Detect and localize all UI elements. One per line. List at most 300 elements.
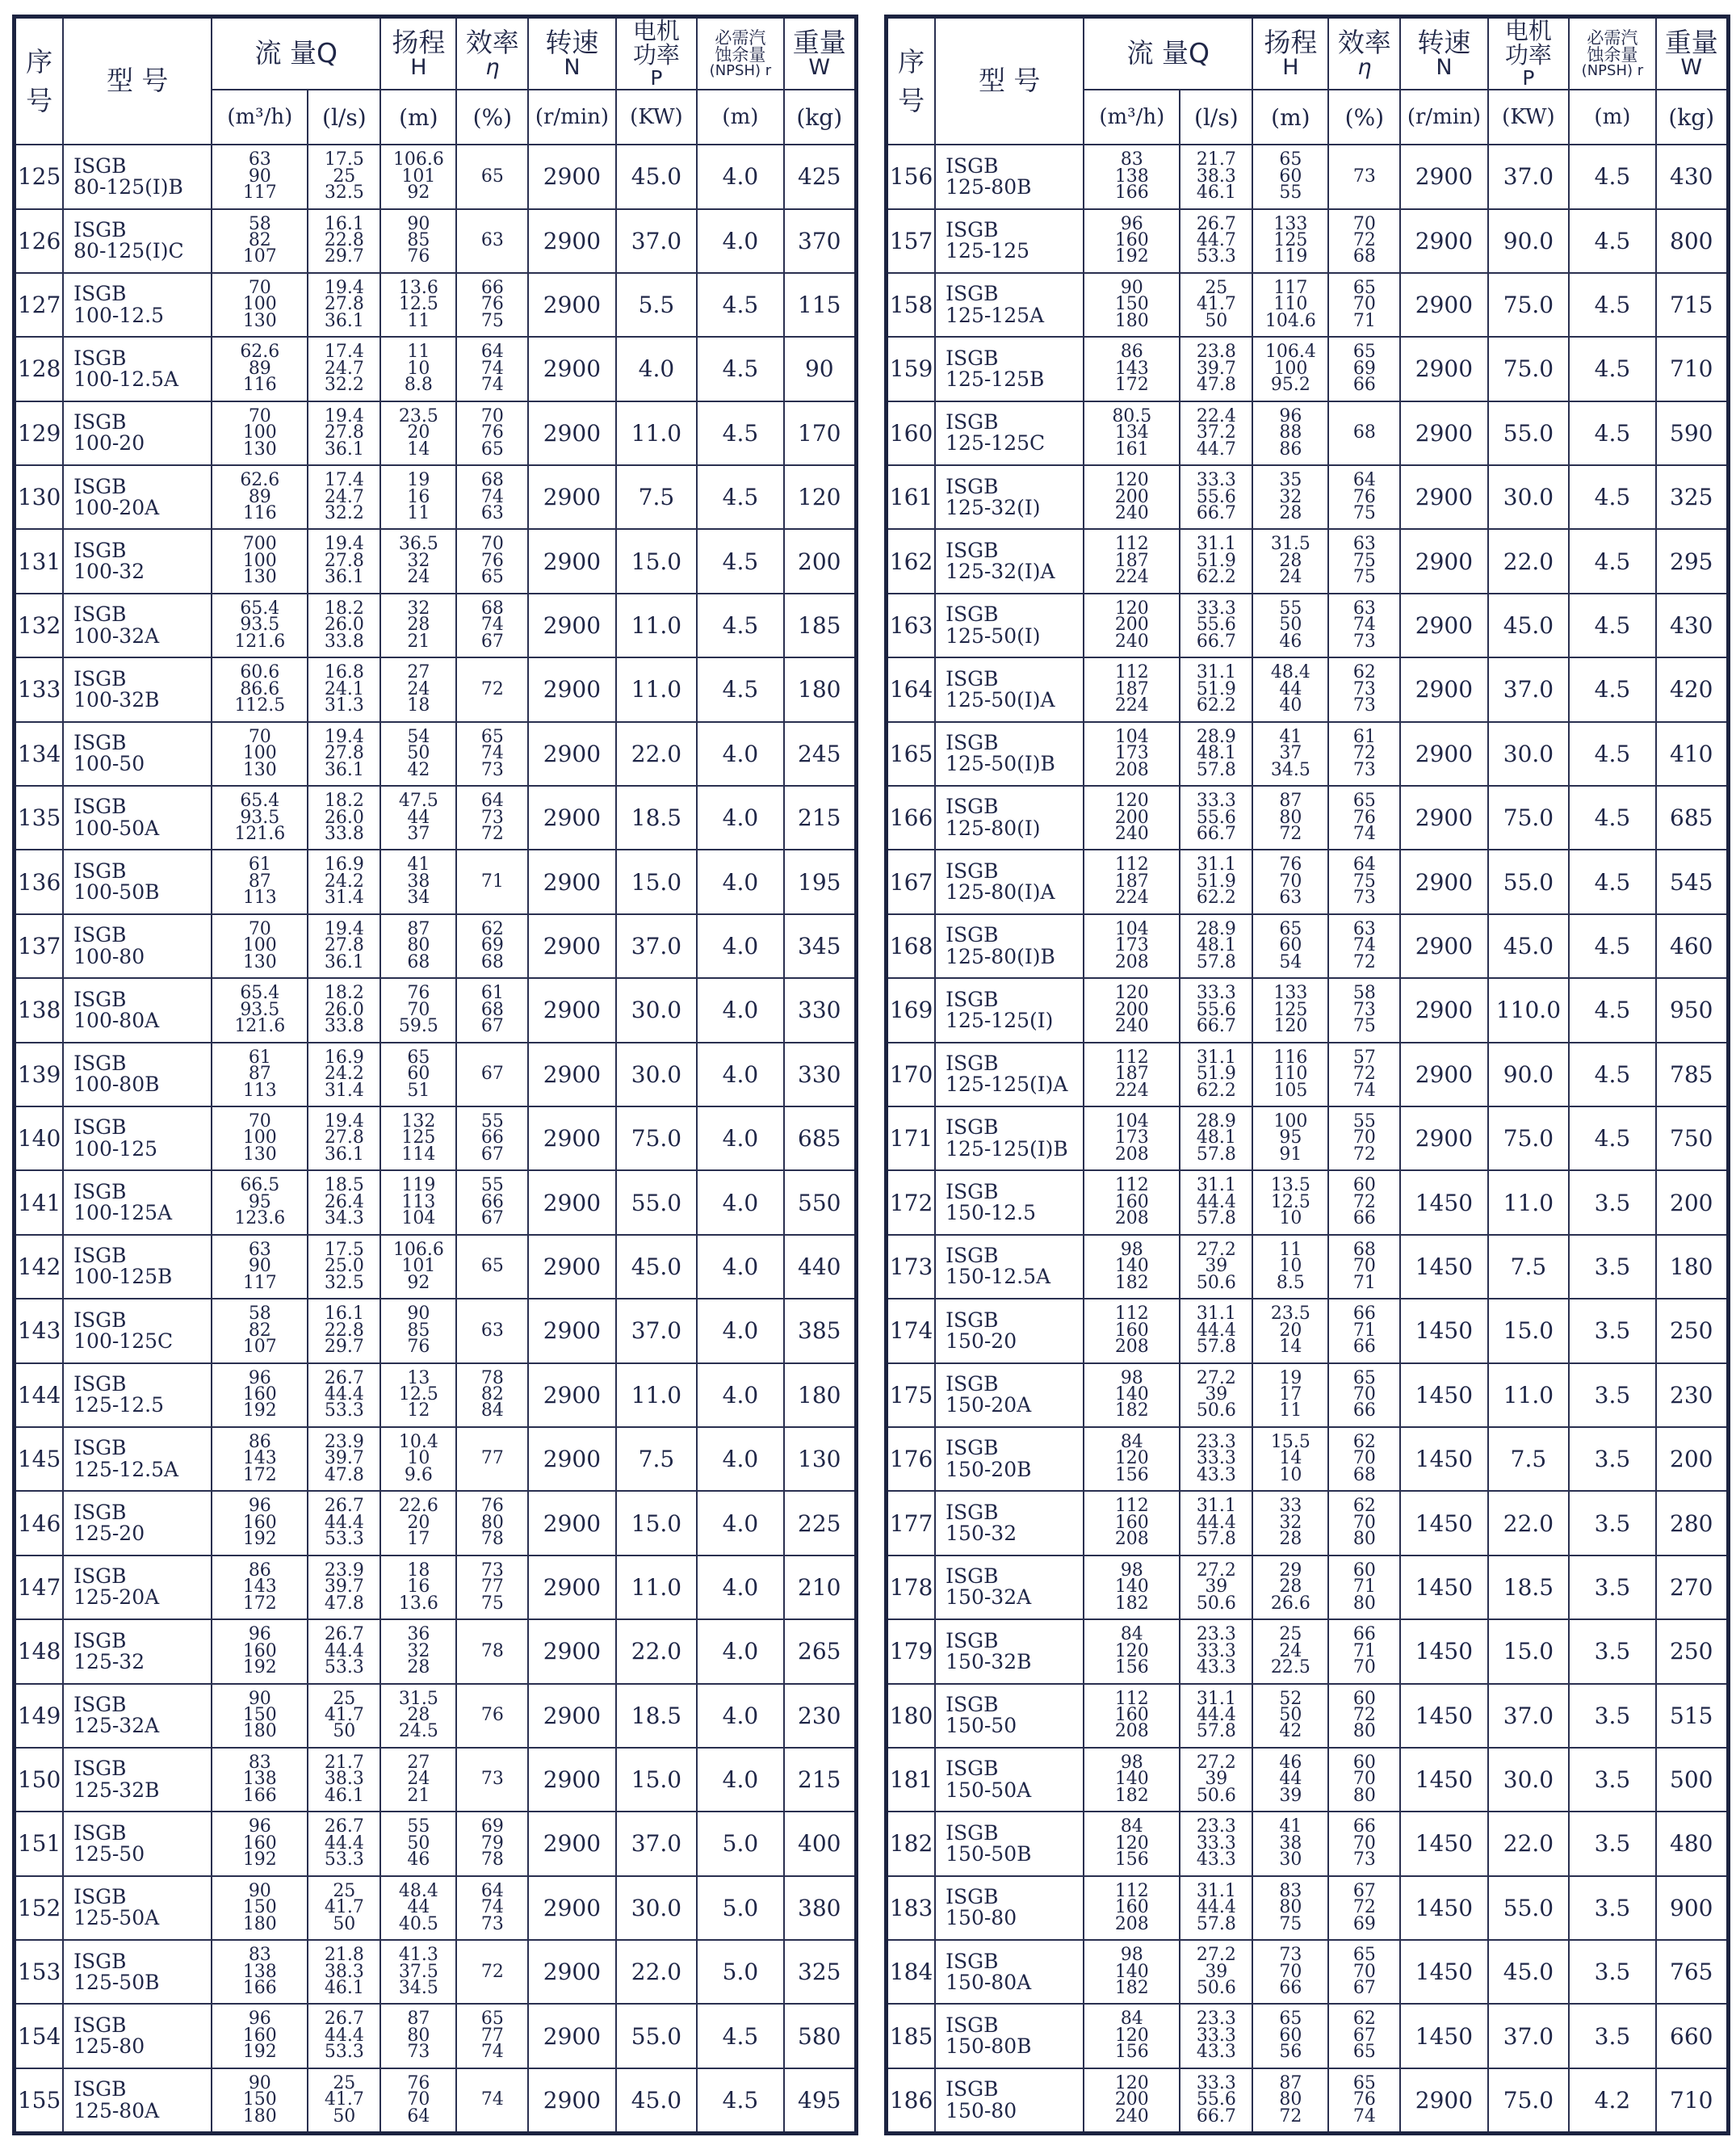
model-name-value: 100-125 [73, 1136, 158, 1161]
flow-m3h-value: 187 [1114, 550, 1149, 571]
flow-ls-value: 39 [1205, 1384, 1228, 1405]
head-value: 70 [407, 2089, 430, 2110]
head-value: 14 [1279, 1448, 1302, 1469]
model-name-value: 150-32A [946, 1585, 1032, 1610]
table-row [15, 2068, 857, 2134]
row-number: 140 [15, 1106, 64, 1170]
model-name [935, 786, 1084, 850]
efficiency-value: 80 [1352, 1721, 1376, 1742]
model-name [63, 1235, 212, 1299]
head-value: 75 [1279, 1913, 1302, 1934]
head-value: 44 [407, 807, 430, 828]
power: 30.0 [1488, 722, 1570, 786]
head [1252, 1363, 1328, 1427]
efficiency-value: 74 [480, 743, 504, 764]
weight: 280 [1656, 1491, 1729, 1555]
row-number: 144 [15, 1363, 64, 1427]
row-number: 128 [15, 337, 64, 401]
flow-m3h-value: 208 [1114, 1721, 1149, 1742]
flow-ls [1180, 529, 1252, 593]
table-row [887, 1106, 1729, 1170]
efficiency [1328, 914, 1400, 978]
model-name-value: ISGB [73, 2077, 127, 2101]
efficiency-value: 73 [1352, 678, 1376, 699]
head [380, 786, 456, 850]
flow-ls [308, 209, 380, 273]
head-value: 133 [1273, 213, 1308, 234]
head-value: 24 [1279, 567, 1302, 588]
flow-ls [308, 1940, 380, 2004]
head [1252, 914, 1328, 978]
flow-ls-value: 44.4 [324, 1640, 364, 1661]
flow-ls-value: 62.2 [1196, 1080, 1236, 1101]
table-row [15, 1043, 857, 1106]
table-row [887, 722, 1729, 786]
flow-m3h-value: 150 [1114, 294, 1149, 315]
efficiency-value: 66 [480, 1191, 504, 1212]
model-name-value: 100-32 [73, 560, 145, 584]
header-efficiency: 效率 η [1328, 17, 1400, 90]
head-value: 40 [1279, 695, 1302, 716]
power: 18.5 [616, 786, 698, 850]
efficiency-value: 80 [1352, 1529, 1376, 1550]
efficiency-value: 70 [1352, 1961, 1376, 1982]
power: 22.0 [1488, 1812, 1570, 1875]
model-name-value: 125-50(I)B [946, 752, 1055, 776]
efficiency-value: 69 [1352, 1913, 1376, 1934]
flow-ls [308, 786, 380, 850]
flow-ls-value: 21.7 [1196, 149, 1236, 170]
model-name-value: ISGB [946, 1115, 999, 1140]
model-name-value: 125-80(I)B [946, 944, 1055, 968]
row-number: 141 [15, 1170, 64, 1234]
efficiency-value: 68 [480, 951, 504, 972]
flow-ls-value: 23.3 [1196, 2009, 1236, 2030]
flow-ls-value: 50.6 [1196, 1272, 1236, 1293]
flow-ls-value: 26.0 [324, 999, 364, 1020]
efficiency [456, 1235, 528, 1299]
head-value: 80 [1279, 2089, 1302, 2110]
head-value: 50 [407, 743, 430, 764]
model-name-value: ISGB [946, 410, 999, 435]
model-name-value: ISGB [946, 1949, 999, 1973]
efficiency-value: 71 [1352, 1320, 1376, 1341]
head-value: 29 [1279, 1560, 1302, 1581]
row-number: 137 [15, 914, 64, 978]
head-value: 26.6 [1270, 1593, 1310, 1614]
model-name-value: ISGB [946, 1692, 999, 1716]
model-name [935, 1748, 1084, 1812]
power: 7.5 [616, 465, 698, 529]
power: 11.0 [616, 401, 698, 465]
flow-m3h-value: 96 [248, 1624, 271, 1645]
flow-m3h-value: 200 [1114, 486, 1149, 507]
speed: 2900 [1400, 401, 1487, 465]
flow-m3h-value: 172 [242, 1464, 277, 1485]
efficiency-value: 76 [480, 294, 504, 315]
header-model: 型 号 [935, 17, 1084, 145]
model-name-value: ISGB [946, 1179, 999, 1203]
head-value: 20 [407, 1512, 430, 1533]
efficiency-value: 69 [480, 1816, 504, 1837]
model-name-value: 125-12.5 [73, 1393, 164, 1417]
efficiency [456, 1170, 528, 1234]
row-number: 171 [887, 1106, 936, 1170]
flow-ls [308, 850, 380, 913]
flow-m3h-value: 120 [1114, 2025, 1149, 2046]
efficiency [456, 657, 528, 721]
head-value: 15.5 [1270, 1431, 1310, 1452]
flow-ls [308, 1619, 380, 1683]
model-name-value: 125-32(I) [946, 495, 1041, 519]
header-efficiency-unit: (%) [1328, 90, 1400, 145]
model-name [935, 2068, 1084, 2134]
npsh: 4.5 [1569, 914, 1655, 978]
flow-m3h-value: 100 [242, 743, 277, 764]
flow-ls [1180, 1556, 1252, 1619]
flow-ls-value: 24.7 [324, 358, 364, 379]
flow-ls-value: 53.3 [324, 1657, 364, 1678]
flow-m3h-value: 192 [242, 1529, 277, 1550]
head-value: 27 [407, 662, 430, 683]
model-name-value: ISGB [73, 1628, 127, 1652]
head [1252, 1427, 1328, 1491]
flow-m3h-value: 208 [1114, 1144, 1149, 1165]
efficiency-value: 65 [1352, 1367, 1376, 1388]
speed: 2900 [1400, 1106, 1487, 1170]
flow-ls [1180, 1748, 1252, 1812]
flow-m3h-value: 60.6 [240, 662, 280, 683]
efficiency-value: 68 [480, 598, 504, 619]
power: 45.0 [1488, 594, 1570, 657]
npsh: 4.0 [697, 1491, 783, 1555]
speed: 2900 [528, 1299, 615, 1362]
head [380, 401, 456, 465]
head-value: 28 [1279, 1529, 1302, 1550]
model-name-value: ISGB [73, 153, 127, 178]
efficiency [1328, 657, 1400, 721]
table-row [887, 657, 1729, 721]
flow-ls [308, 337, 380, 401]
power: 11.0 [1488, 1363, 1570, 1427]
efficiency-value: 76 [480, 422, 504, 443]
efficiency-value: 72 [1352, 1704, 1376, 1725]
flow-m3h-value: 130 [242, 439, 277, 460]
efficiency-value: 72 [1352, 743, 1376, 764]
table-row [15, 1491, 857, 1555]
speed: 2900 [528, 145, 615, 208]
flow-ls-value: 31.1 [1196, 1880, 1236, 1901]
flow-m3h-value: 182 [1114, 1785, 1149, 1806]
efficiency-value: 78 [480, 1529, 504, 1550]
efficiency-value: 63 [480, 503, 504, 523]
head [380, 914, 456, 978]
table-row [887, 1491, 1729, 1555]
flow-ls-value: 31.1 [1196, 1304, 1236, 1325]
speed: 2900 [528, 1170, 615, 1234]
model-name [63, 594, 212, 657]
flow-m3h-value: 112.5 [234, 695, 286, 716]
head-value: 90 [407, 213, 430, 234]
speed: 2900 [1400, 337, 1487, 401]
flow-ls [1180, 657, 1252, 721]
flow-ls-value: 31.1 [1196, 1688, 1236, 1709]
flow-ls-value: 24.2 [324, 1064, 364, 1085]
head [380, 209, 456, 273]
table-row [887, 1876, 1729, 1940]
flow-ls [1180, 1940, 1252, 2004]
npsh: 4.5 [1569, 657, 1655, 721]
flow-m3h [1084, 1363, 1180, 1427]
flow-m3h-value: 113 [242, 888, 277, 909]
efficiency [1328, 978, 1400, 1042]
table-row [887, 594, 1729, 657]
head-value: 80 [1279, 1897, 1302, 1918]
head [1252, 145, 1328, 208]
flow-ls-value: 19.4 [324, 918, 364, 939]
row-number: 180 [887, 1684, 936, 1748]
flow-ls-value: 29.7 [324, 246, 364, 267]
head-value: 85 [407, 229, 430, 250]
flow-ls-value: 25 [333, 166, 356, 187]
flow-ls [308, 401, 380, 465]
model-name [63, 722, 212, 786]
flow-ls-value: 26.7 [324, 1496, 364, 1517]
table-row [15, 337, 857, 401]
efficiency-value: 69 [480, 935, 504, 956]
flow-ls-value: 27.8 [324, 294, 364, 315]
head-value: 55 [1279, 183, 1302, 204]
model-name-value: 150-50B [946, 1841, 1032, 1866]
model-name-value: 125-50 [73, 1841, 145, 1866]
table-row [15, 273, 857, 337]
weight: 495 [784, 2068, 857, 2134]
efficiency-value: 68 [1352, 1239, 1376, 1260]
head [380, 337, 456, 401]
flow-m3h-value: 112 [1114, 1688, 1149, 1709]
efficiency-value: 73 [1352, 1849, 1376, 1870]
efficiency-value: 84 [480, 1400, 504, 1421]
npsh: 3.5 [1569, 1619, 1655, 1683]
head-value: 9.6 [404, 1464, 433, 1485]
npsh: 4.0 [697, 1684, 783, 1748]
head [380, 594, 456, 657]
row-number: 125 [15, 145, 64, 208]
flow-m3h-value: 120 [1114, 1640, 1149, 1661]
row-number: 136 [15, 850, 64, 913]
speed: 1450 [1400, 1235, 1487, 1299]
head-value: 87 [1279, 791, 1302, 812]
flow-ls-value: 23.3 [1196, 1431, 1236, 1452]
header-flow-unit-ls: (l/s) [308, 90, 380, 145]
flow-ls-value: 50.6 [1196, 1977, 1236, 1998]
flow-m3h-value: 160 [1114, 1191, 1149, 1212]
flow-ls-value: 53.3 [324, 2042, 364, 2063]
weight: 270 [1656, 1556, 1729, 1619]
efficiency-value: 73 [1352, 999, 1376, 1020]
model-name-value: ISGB [946, 731, 999, 755]
efficiency-value: 66 [480, 277, 504, 298]
head-value: 36 [407, 1624, 430, 1645]
head-value: 10 [407, 1448, 430, 1469]
weight: 250 [1656, 1619, 1729, 1683]
efficiency-value: 68 [480, 999, 504, 1020]
power: 37.0 [616, 1812, 698, 1875]
model-name-value: ISGB [73, 1564, 127, 1589]
weight: 430 [1656, 145, 1729, 208]
weight: 950 [1656, 978, 1729, 1042]
flow-ls-value: 39 [1205, 1577, 1228, 1598]
flow-m3h-value: 98 [1120, 1239, 1143, 1260]
model-name-value: 100-80 [73, 944, 145, 968]
head-value: 95 [1279, 1127, 1302, 1148]
header-seq: 序 号 [15, 17, 64, 145]
row-number: 155 [15, 2068, 64, 2134]
npsh: 4.5 [1569, 209, 1655, 273]
efficiency [1328, 1619, 1400, 1683]
flow-m3h-value: 58 [248, 1304, 271, 1325]
flow-ls-value: 26.0 [324, 615, 364, 636]
flow-m3h-value: 65.4 [240, 791, 280, 812]
model-name [935, 401, 1084, 465]
head-value: 12.5 [1270, 1191, 1310, 1212]
flow-m3h [212, 401, 308, 465]
head-value: 66 [1279, 1977, 1302, 1998]
efficiency [456, 978, 528, 1042]
flow-m3h [1084, 273, 1180, 337]
model-name-value: 150-20B [946, 1457, 1032, 1481]
head-value: 23.5 [398, 405, 438, 426]
flow-m3h-value: 93.5 [240, 807, 280, 828]
head-value: 18 [407, 1560, 430, 1581]
head [380, 722, 456, 786]
speed: 2900 [528, 529, 615, 593]
efficiency-value: 76 [1352, 486, 1376, 507]
flow-ls-value: 53.3 [324, 1849, 364, 1870]
table-row [887, 1812, 1729, 1875]
flow-m3h-value: 100 [242, 422, 277, 443]
speed: 1450 [1400, 1940, 1487, 2004]
efficiency-value: 64 [1352, 470, 1376, 491]
npsh: 4.0 [697, 1106, 783, 1170]
flow-m3h [212, 657, 308, 721]
flow-m3h-value: 156 [1114, 1849, 1149, 1870]
head-value: 87 [407, 918, 430, 939]
flow-ls-value: 46.1 [324, 1977, 364, 1998]
flow-ls-value: 36.1 [324, 759, 364, 780]
head-value: 83 [1279, 1880, 1302, 1901]
weight: 710 [1656, 2068, 1729, 2134]
power: 22.0 [1488, 529, 1570, 593]
npsh: 4.0 [697, 850, 783, 913]
flow-m3h-value: 100 [242, 1127, 277, 1148]
model-name-value: 125-80B [946, 174, 1032, 199]
head-value: 22.6 [398, 1496, 438, 1517]
flow-ls-value: 39 [1205, 1769, 1228, 1790]
table-row [887, 1684, 1729, 1748]
power: 11.0 [1488, 1170, 1570, 1234]
weight: 200 [1656, 1427, 1729, 1491]
flow-m3h [1084, 1299, 1180, 1362]
flow-m3h-value: 120 [1114, 470, 1149, 491]
power: 18.5 [1488, 1556, 1570, 1619]
power: 45.0 [1488, 914, 1570, 978]
head [1252, 1299, 1328, 1362]
flow-ls-value: 41.7 [324, 2089, 364, 2110]
power: 90.0 [1488, 209, 1570, 273]
table-row [15, 529, 857, 593]
efficiency [1328, 2004, 1400, 2068]
efficiency-value: 65 [480, 439, 504, 460]
weight: 410 [1656, 722, 1729, 786]
efficiency-value: 65 [480, 2009, 504, 2030]
speed: 2900 [528, 1748, 615, 1812]
flow-m3h-value: 89 [248, 358, 271, 379]
flow-ls-value: 57.8 [1196, 1208, 1236, 1229]
speed: 2900 [528, 1043, 615, 1106]
flow-ls-value: 27.8 [324, 550, 364, 571]
npsh: 4.5 [1569, 465, 1655, 529]
model-name-value: 100-12.5 [73, 303, 164, 327]
speed: 2900 [528, 1940, 615, 2004]
flow-m3h [212, 914, 308, 978]
power: 55.0 [1488, 850, 1570, 913]
flow-m3h-value: 98 [1120, 1560, 1143, 1581]
npsh: 3.5 [1569, 1684, 1655, 1748]
efficiency-value: 60 [1352, 1175, 1376, 1196]
efficiency [456, 2068, 528, 2134]
npsh: 4.5 [697, 529, 783, 593]
flow-m3h [1084, 209, 1180, 273]
npsh: 4.0 [697, 1170, 783, 1234]
speed: 2900 [1400, 914, 1487, 978]
flow-m3h [1084, 1684, 1180, 1748]
weight: 245 [784, 722, 857, 786]
flow-ls-value: 33.8 [324, 823, 364, 844]
table-row [15, 1619, 857, 1683]
head-value: 31.5 [398, 1688, 438, 1709]
model-name-value: ISGB [946, 1757, 999, 1781]
table-row [15, 145, 857, 208]
flow-ls [308, 1748, 380, 1812]
efficiency [1328, 1106, 1400, 1170]
model-name [935, 465, 1084, 529]
flow-m3h-value: 62.6 [240, 470, 280, 491]
flow-ls-value: 18.2 [324, 791, 364, 812]
efficiency-value: 55 [480, 1111, 504, 1131]
flow-m3h-value: 150 [242, 2089, 277, 2110]
model-name-value: 125-32 [73, 1649, 145, 1673]
speed: 1450 [1400, 1619, 1487, 1683]
flow-ls [308, 1876, 380, 1940]
flow-ls [1180, 1427, 1252, 1491]
flow-m3h-value: 143 [242, 1577, 277, 1598]
model-name [935, 1619, 1084, 1683]
weight: 380 [784, 1876, 857, 1940]
model-name-value: 125-32B [73, 1778, 160, 1802]
flow-m3h-value: 150 [242, 1897, 277, 1918]
flow-m3h [1084, 914, 1180, 978]
efficiency-value: 69 [1352, 358, 1376, 379]
speed: 2900 [528, 401, 615, 465]
row-number: 163 [887, 594, 936, 657]
flow-ls-value: 39.7 [324, 1577, 364, 1598]
flow-m3h-value: 86 [248, 1560, 271, 1581]
head-value: 13 [407, 1367, 430, 1388]
flow-ls-value: 33.3 [1196, 2025, 1236, 2046]
flow-m3h-value: 166 [1114, 183, 1149, 204]
flow-m3h-value: 240 [1114, 631, 1149, 652]
